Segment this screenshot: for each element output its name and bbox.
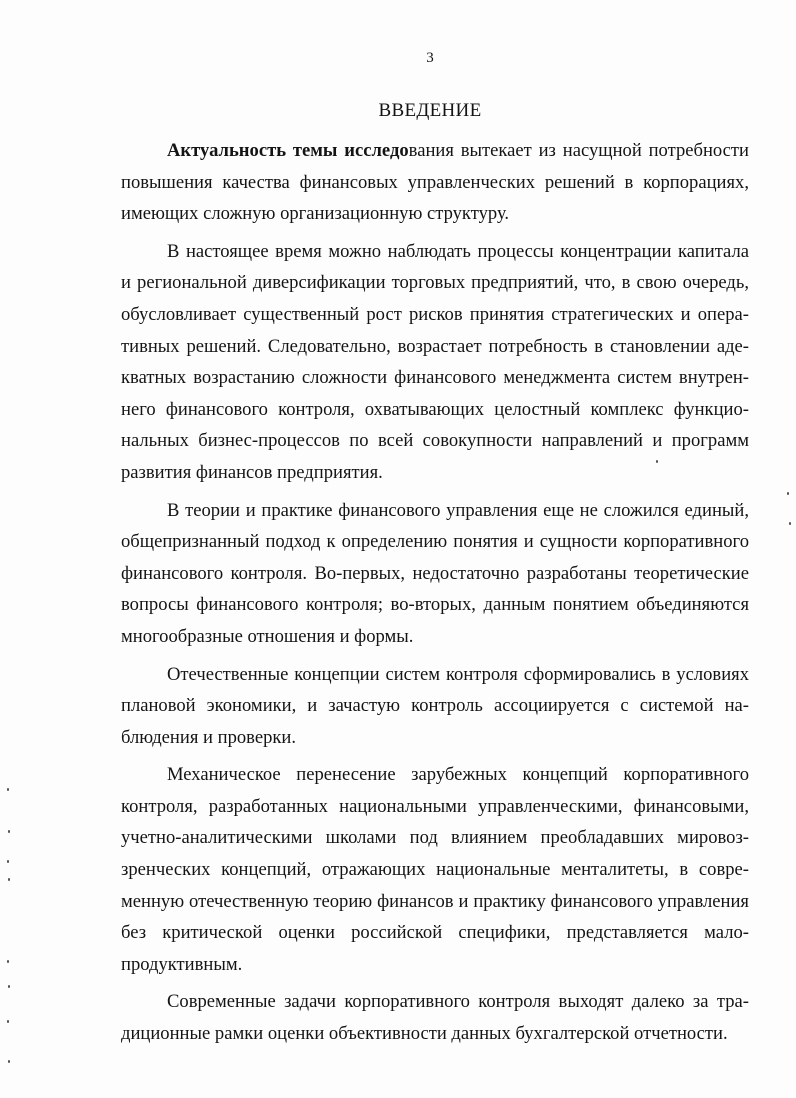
paragraph-modern-tasks: Современные задачи корпоративного контроля выходят далеко за традиционные рамки оценки объективности данных бухгалтерской отчетности.: [121, 991, 749, 1045]
scan-speck: [656, 460, 658, 463]
scan-speck: [8, 985, 10, 988]
paragraph-theory: В теории и практике финансового управления еще не сложился единый, общепризнанный подход к определению понятия и сущности корпоративного финансового контроля. Во-первых, недостаточно разработаны теоретические вопросы финансового контроля; во-вторых, данным понятием объединяются многообразные отношения и формы.: [121, 499, 749, 647]
scan-speck: [8, 1060, 10, 1063]
scan-speck: [7, 860, 9, 863]
paragraph-text: вания вытекает из насущной потребности повышения качества финансовых управленческих решений в корпорациях, имеющих сложную организационную структуру.: [121, 140, 750, 225]
scan-speck: [7, 1020, 9, 1023]
body-text: [121, 135, 749, 1056]
page-number: 3: [426, 50, 434, 66]
paragraph-concentration: В настоящее время можно наблюдать процессы концентрации капитала и региональной диверсификации торговых предприятий, что, в свою очередь, обусловливает существенный рост рисков принятия стратегических и оперативных решений. Следовательно, возрастает потребность в становлении адекватных возрастанию сложности финансового менеджмента систем внутреннего финансового контроля, охватывающих целостный комплекс функциональных бизнес-процессов по всей совокупности направлений и программ развития финансов предприятия.: [121, 240, 749, 483]
scan-speck: [7, 788, 9, 791]
relevance-lead: Актуальность темы исследо: [167, 140, 409, 161]
section-heading: ВВЕДЕНИЕ: [378, 100, 482, 121]
scan-speck: [8, 830, 10, 833]
scan-speck: [787, 492, 789, 495]
scan-speck: [7, 960, 9, 963]
paragraph-relevance: [121, 135, 749, 230]
scan-speck: [8, 878, 10, 881]
paragraph-domestic-concepts: Отечественные концепции систем контроля сформировались в условиях плановой экономики, и зачастую контроль ассоциируется с системой наблюдения и проверки.: [121, 663, 749, 748]
paragraph-foreign-concepts: Механическое перенесение зарубежных концепций корпоративного контроля, разработанных национальными управленческими, финансовыми, учетно-аналитическими школами под влиянием преобладавших мировоззренческих концепций, отражающих национальные менталитеты, в современную отечественную теорию финансов и практику финансового управления без критической оценки российской специфики, представляется малопродуктивным.: [121, 764, 749, 975]
scan-speck: [789, 522, 791, 525]
